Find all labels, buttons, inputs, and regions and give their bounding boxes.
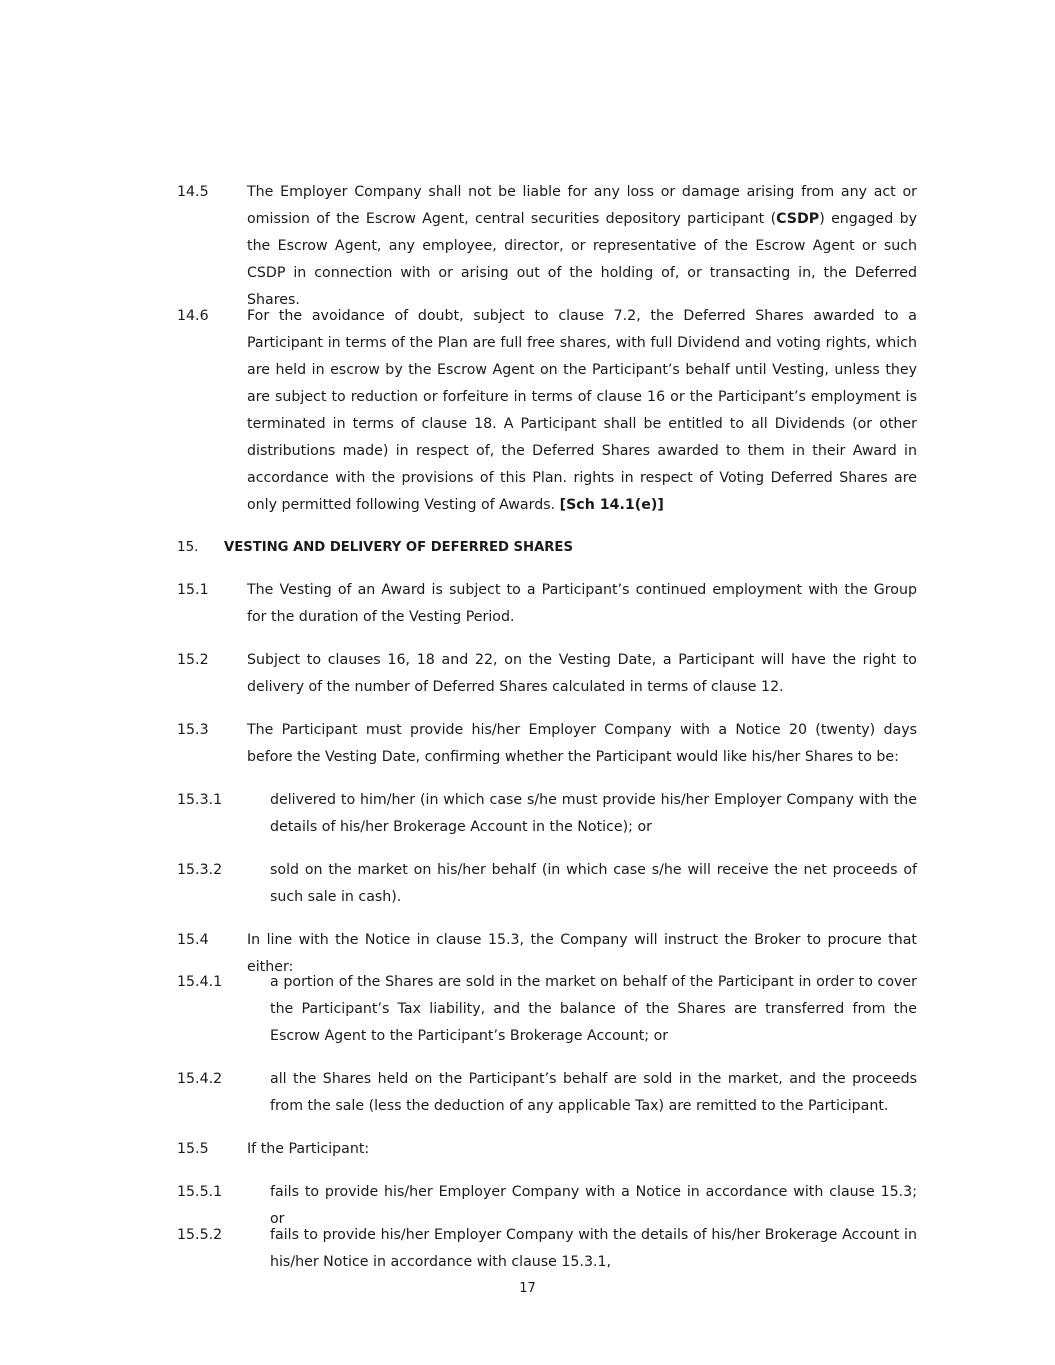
- clause-text: The Employer Company shall not be liable for any loss or damage arising from any act or omission of the Escrow Agent, central securities depository participant (CSDP) engaged by the Escrow Agent, any employee, director, or representative of the Escrow Agent or such CSDP in connection with or arising out of the holding of, or transacting in, the Deferred Shares.: [247, 184, 917, 308]
- clause-text: If the Participant:: [247, 1141, 370, 1157]
- clause-15-4-2: [177, 1066, 917, 1120]
- clause-number: 15.4.2: [177, 1071, 223, 1087]
- clause-text: all the Shares held on the Participant’s behalf are sold in the market, and the proceeds from the sale (less the deduction of any applicable Tax) are remitted to the Participant.: [270, 1071, 917, 1114]
- defined-term: CSDP: [776, 211, 820, 227]
- clause-text: The Participant must provide his/her Employer Company with a Notice 20 (twenty) days before the Vesting Date, confirming whether the Participant would like his/her Shares to be:: [247, 722, 917, 765]
- schedule-reference: [Sch 14.1(e)]: [559, 497, 664, 513]
- clause-text: sold on the market on his/her behalf (in which case s/he will receive the net proceeds of such sale in cash).: [270, 862, 917, 905]
- clause-15-2: [177, 647, 917, 701]
- clause-15-3-1: [177, 787, 917, 841]
- clause-text: The Vesting of an Award is subject to a Participant’s continued employment with the Group for the duration of the Vesting Period.: [247, 582, 917, 625]
- clause-number: 14.6: [177, 308, 209, 324]
- clause-number: 15.1: [177, 582, 209, 598]
- clause-number: 15.4: [177, 932, 209, 948]
- clause-text: For the avoidance of doubt, subject to clause 7.2, the Deferred Shares awarded to a Participant in terms of the Plan are full free shares, with full Dividend and voting rights, which are held in escrow by the Escrow Agent on the Participant’s behalf until Vesting, unless they are subject to reduction or forfeiture in terms of clause 16 or the Participant’s employment is terminated in terms of clause 18. A Participant shall be entitled to all Dividends (or other distributions made) in respect of, the Deferred Shares awarded to them in their Award in accordance with the provisions of this Plan. rights in respect of Voting Deferred Shares are only permitted following Vesting of Awards. [Sch 14.1(e)]: [247, 308, 917, 513]
- clause-number: 15.3.2: [177, 862, 223, 878]
- clause-15-5-2: [177, 1222, 917, 1276]
- clause-number: 15.2: [177, 652, 209, 668]
- clause-text: Subject to clauses 16, 18 and 22, on the Vesting Date, a Participant will have the right to delivery of the number of Deferred Shares calculated in terms of clause 12.: [247, 652, 917, 695]
- section-number: 15.: [177, 539, 199, 555]
- clause-15-3: [177, 717, 917, 771]
- section-heading-15: [177, 534, 917, 561]
- clause-number: 14.5: [177, 184, 209, 200]
- section-title: VESTING AND DELIVERY OF DEFERRED SHARES: [224, 540, 573, 555]
- clause-number: 15.3: [177, 722, 209, 738]
- clause-number: 15.5: [177, 1141, 209, 1157]
- clause-text: In line with the Notice in clause 15.3, the Company will instruct the Broker to procure that either:: [247, 932, 917, 975]
- clause-number: 15.3.1: [177, 792, 223, 808]
- clause-text: fails to provide his/her Employer Company with the details of his/her Brokerage Account in his/her Notice in accordance with clause 15.3.1,: [270, 1227, 917, 1270]
- clause-15-3-2: [177, 857, 917, 911]
- clause-text: fails to provide his/her Employer Company with a Notice in accordance with clause 15.3; or: [270, 1184, 917, 1227]
- clause-number: 15.4.1: [177, 974, 223, 990]
- clause-15-4-1: [177, 969, 917, 1050]
- page-number: 17: [519, 1281, 536, 1296]
- clause-number: 15.5.1: [177, 1184, 223, 1200]
- clause-14-5: [177, 179, 917, 314]
- clause-text: delivered to him/her (in which case s/he must provide his/her Employer Company with the details of his/her Brokerage Account in the Notice); or: [270, 792, 917, 835]
- clause-15-1: [177, 577, 917, 631]
- clause-text: a portion of the Shares are sold in the market on behalf of the Participant in order to cover the Participant’s Tax liability, and the balance of the Shares are transferred from the Escrow Agent to the Participant’s Brokerage Account; or: [270, 974, 917, 1044]
- clause-15-5: [177, 1136, 917, 1163]
- clause-number: 15.5.2: [177, 1227, 223, 1243]
- clause-14-6: [177, 303, 917, 519]
